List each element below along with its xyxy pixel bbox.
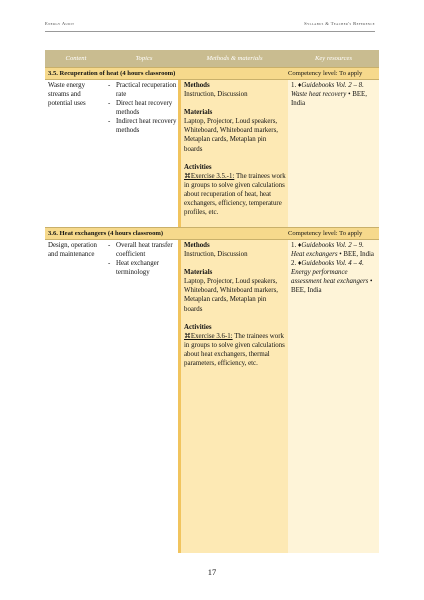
running-header-left: Energy Audit	[45, 21, 75, 26]
materials-text: Laptop, Projector, Loud speakers, Whiteboard, Whiteboard markers, Metaplan cards, Metaplan pin boards	[184, 278, 279, 313]
materials-heading: Materials	[184, 269, 213, 277]
column-header-content: Content	[65, 55, 87, 62]
section-band	[45, 67, 379, 80]
column-header-resources: Key resources	[314, 55, 353, 62]
materials-text: Laptop, Projector, Loud speakers, Whiteboard, Whiteboard markers, Metaplan cards, Metaplan pin boards	[184, 118, 279, 153]
topic-item: - Overall heat transfer coefficient	[108, 242, 173, 259]
content-cell: Waste energy streams and potential uses	[48, 82, 86, 108]
column-header-topics: Topics	[135, 55, 153, 62]
column-header-methods: Methods & materials	[206, 55, 263, 62]
methods-cell	[184, 241, 286, 368]
resource-item: 1. ♦Guidebooks Vol. 2 – 9. Heat exchangers • BEE, India	[291, 242, 374, 259]
topics-cell	[108, 81, 180, 136]
materials-heading: Materials	[184, 109, 213, 117]
topic-item: - Heat exchanger terminology	[108, 260, 160, 277]
exercise-label: ⌘Exercise 3.6-1:	[184, 332, 233, 340]
resources-cell	[291, 241, 377, 296]
section-title: 3.6. Heat exchangers (4 hours classroom)	[48, 230, 164, 237]
competency-level: Competency level: To apply	[288, 230, 363, 237]
topic-item: - Practical recuperation rate	[108, 82, 177, 99]
resource-item: 2. ♦Guidebooks Vol. 4 – 4. Energy performance assessment heat exchangers • BEE, India	[291, 260, 373, 295]
methods-text: Instruction, Discussion	[184, 251, 248, 259]
activities-text: ⌘Exercise 3.5.-1: The trainees work in groups to solve given calculations about recuperation of heat, heat exchangers, efficiency, temperature profiles, etc.	[184, 172, 286, 217]
resources-column-bg	[288, 50, 379, 553]
exercise-label: ⌘Exercise 3.5.-1:	[184, 172, 235, 180]
page-number: 17	[207, 567, 217, 577]
competency-level: Competency level: To apply	[288, 70, 363, 77]
methods-text: Instruction, Discussion	[184, 91, 248, 99]
methods-cell	[184, 81, 286, 217]
section-band	[45, 227, 379, 240]
activities-heading: Activities	[184, 163, 212, 171]
resource-item: 1. ♦Guidebooks Vol. 2 – 8. Waste heat recovery • BEE, India	[291, 82, 367, 108]
running-header-right: Syllabus & Teacher's Reference	[304, 21, 375, 26]
methods-heading: Methods	[184, 82, 210, 89]
topic-item: - Direct heat recovery methods	[108, 100, 173, 117]
content-cell: Design, operation and maintenance	[48, 242, 97, 259]
topic-item: - Indirect heat recovery methods	[108, 118, 177, 135]
header-rule	[45, 31, 375, 32]
methods-heading: Methods	[184, 242, 210, 249]
resources-cell	[291, 81, 377, 108]
topics-cell	[108, 241, 180, 277]
activities-heading: Activities	[184, 323, 212, 331]
section-title: 3.5. Recuperation of heat (4 hours classroom)	[48, 70, 176, 77]
syllabus-table	[45, 50, 379, 553]
activities-text: ⌘Exercise 3.6-1: The trainees work in groups to solve given calculations about heat exchangers, thermal parameters, efficiency, etc.	[184, 332, 285, 368]
